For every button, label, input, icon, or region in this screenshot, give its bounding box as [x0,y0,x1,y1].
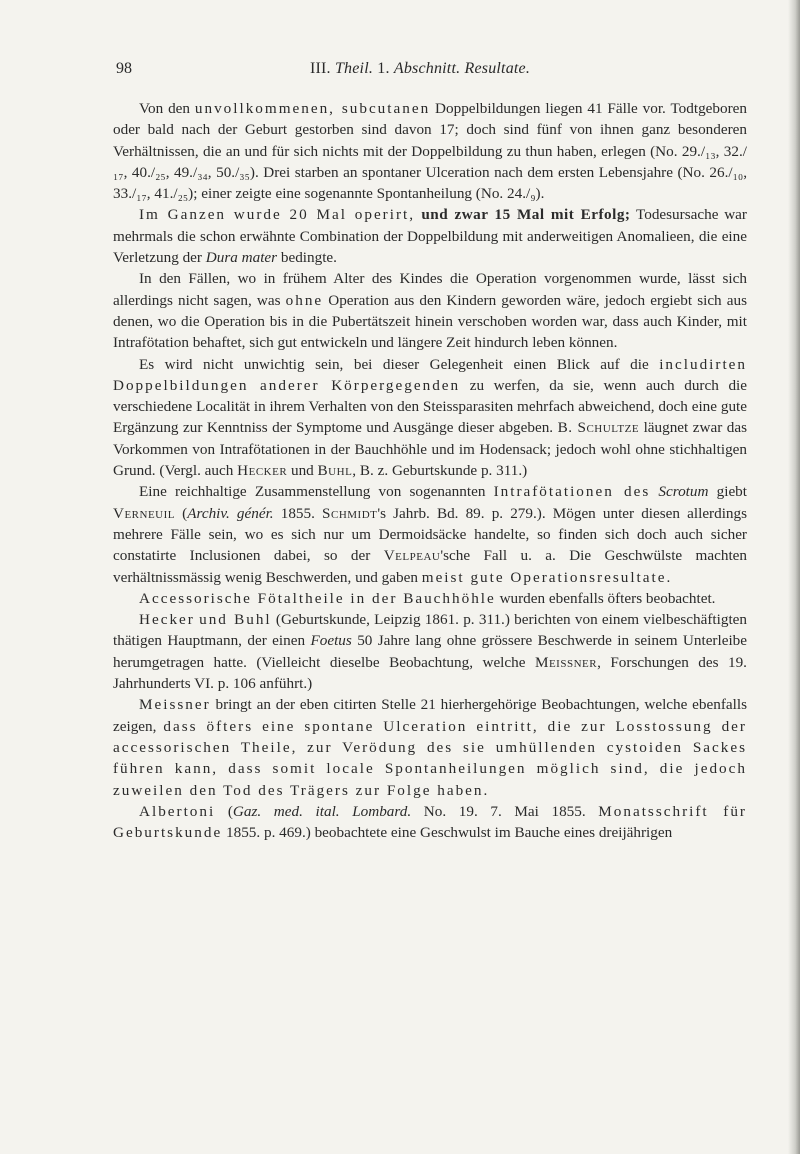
body-text [113,98,747,843]
paragraph-bauchhoehle: Accessorische Fötaltheile in der Bauchhöhle wurden ebenfalls öfters beobachtet. [139,589,716,607]
paragraph-fruehes-alter: In den Fällen, wo in frühem Alter des Kindes die Operation vorgenommen wurde, lässt sich allerdings nicht sagen, was ohne Operation aus den Kindern geworden wäre, jedoch ergiebt sich aus denen, wo die Operation bis in die Pubertätszeit hinein verschoben worden war, dass auch Kinder, mit Intrafötation behaftet, sich gut entwickeln und längere Zeit hindurch leben können. [113,270,747,352]
page-number: 98 [116,60,132,77]
paragraph-scrotum: Eine reichhaltige Zusammenstellung von sogenannten Intrafötationen des Scrotum giebt Verneuil (Archiv. génér. 1855. Schmidt's Jahrb. Bd. 89. p. 279.). Mögen unter diesen allerdings mehrere Fälle sein, wo es sich nur um Dermoidsäcke handelte, so finden sich doch auch sicher constatirte Inclusionen dabei, so der Velpeau'sche Fall u. a. Die Geschwülste machten verhältnissmässig wenig Beschwerden, und gaben meist gute Operationsresultate. [113,483,748,586]
paragraph-subcutane-doppelbildungen: Von den unvollkommenen, subcutanen Doppelbildungen liegen 41 Fälle vor. Todtgeboren oder bald nach der Geburt gestorben sind davon 17; doch sind fünf von ihnen ganz besonderen Verhältnissen, die an und für sich nichts mit der Doppelbildung zu thun haben, erlegen (No. 29./₁₃, 32./₁₇, 40./₂₅, 49./₃₄, 50./₃₅). Drei starben an spontaner Ulceration nach dem ersten Lebensjahre (No. 26./₁₀, 33./₁₇, 41./₂₅); einer zeigte eine sogenannte Spontanheilung (No. 24./₉). [113,100,747,203]
page-edge-shadow [788,0,800,1154]
running-title: III. Theil. 1. Abschnitt. Resultate. [309,60,531,77]
paragraph-includirte-doppelbildungen: Es wird nicht unwichtig sein, bei dieser Gelegenheit einen Blick auf die includirten Doppelbildungen anderer Körpergegenden zu werfen, da sie, wenn auch durch die verschiedene Localität in ihrem Verhalten von den Steissparasiten mehrfach abweichend, doch eine gute Ergänzung zur Kenntniss der Symptome und Ausgänge dieser abgeben. B. Schultze läugnet zwar das Vorkommen von Intrafötationen in der Bauchhöhle und im Hodensack; jedoch wohl ohne stichhaltigen Grund. (Vergl. auch Hecker und Buhl, B. z. Geburtskunde p. 311.) [113,355,748,480]
paragraph-operationen: Im Ganzen wurde 20 Mal operirt, und zwar 15 Mal mit Erfolg; Todesursache war mehrmals die schon erwähnte Combination der Doppelbildung mit anderweitigen Anomalieen, die eine Verletzung der Dura mater bedingte. [113,206,747,267]
paragraph-meissner: Meissner bringt an der eben citirten Stelle 21 hierhergehörige Beobachtungen, welche ebenfalls zeigen, dass öfters eine spontane Ulceration eintritt, die zur Losstossung der accessorischen Theile, zur Verödung des sie umhüllenden cystoiden Sackes führen kann, dass somit locale Spontanheilungen möglich sind, die jedoch zuweilen den Tod des Trägers zur Folge haben. [113,696,747,799]
running-header [100,58,740,82]
paragraph-albertoni: Albertoni (Gaz. med. ital. Lombard. No. 19. 7. Mai 1855. Monatsschrift für Geburtskunde 1855. p. 469.) beobachtete eine Geschwulst im Bauche eines dreijährigen [113,802,747,842]
paragraph-hecker-buhl: Hecker und Buhl (Geburtskunde, Leipzig 1861. p. 311.) berichten von einem vielbeschäftigten thätigen Hauptmann, der einen Foetus 50 Jahre lang ohne grössere Beschwerde in seinem Unterleibe herumgetragen hatte. (Vielleicht dieselbe Beobachtung, welche Meissner, Forschungen des 19. Jahrhunderts VI. p. 106 anführt.) [113,611,748,693]
